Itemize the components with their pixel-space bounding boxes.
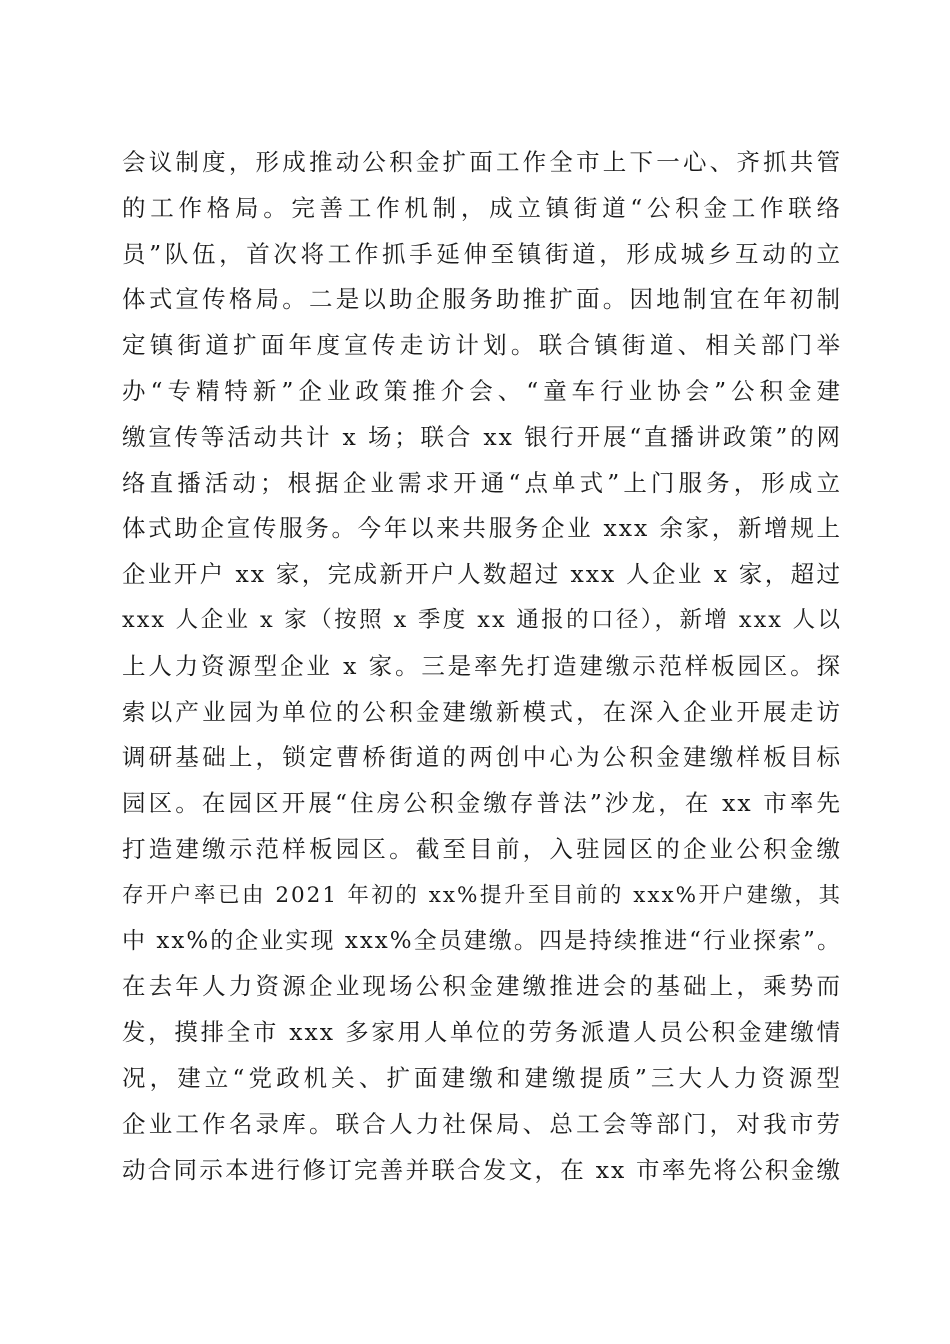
text-line-18: 中 xx%的企业实现 xxx%全员建缴。四是持续推进“行业探索”。 <box>122 927 842 954</box>
text-line-4: 体式宣传格局。二是以助企服务助推扩面。因地制宜在年初制 <box>122 285 842 314</box>
text-line-17: 存开户率已由 2021 年初的 xx%提升至目前的 xxx%开户建缴，其 <box>122 882 842 908</box>
text-line-10: 企业开户 xx 家，完成新开户人数超过 xxx 人企业 x 家，超过 <box>122 560 842 589</box>
text-line-22: 企业工作名录库。联合人力社保局、总工会等部门，对我市劳 <box>122 1109 842 1138</box>
text-line-6: 办“专精特新”企业政策推介会、“童车行业协会”公积金建 <box>122 376 842 405</box>
text-line-14: 调研基础上，锁定曹桥街道的两创中心为公积金建缴样板目标 <box>122 743 842 772</box>
text-line-8: 络直播活动；根据企业需求开通“点单式”上门服务，形成立 <box>122 468 842 497</box>
text-line-15: 园区。在园区开展“住房公积金缴存普法”沙龙，在 xx 市率先 <box>122 789 842 818</box>
text-line-9: 体式助企宣传服务。今年以来共服务企业 xxx 余家，新增规上 <box>122 514 842 543</box>
text-line-5: 定镇街道扩面年度宣传走访计划。联合镇街道、相关部门举 <box>122 331 842 360</box>
text-line-19: 在去年人力资源企业现场公积金建缴推进会的基础上，乘势而 <box>122 972 842 1001</box>
text-line-2: 的工作格局。完善工作机制，成立镇街道“公积金工作联络 <box>122 193 842 222</box>
text-line-7: 缴宣传等活动共计 x 场；联合 xx 银行开展“直播讲政策”的网 <box>122 422 842 451</box>
body-paragraph <box>122 140 842 1193</box>
text-line-3: 员”队伍，首次将工作抓手延伸至镇街道，形成城乡互动的立 <box>122 239 842 268</box>
text-line-23: 动合同示本进行修订完善并联合发文，在 xx 市率先将公积金缴 <box>122 1155 842 1184</box>
text-line-21: 况，建立“党政机关、扩面建缴和建缴提质”三大人力资源型 <box>122 1063 842 1092</box>
text-line-20: 发，摸排全市 xxx 多家用人单位的劳务派遣人员公积金建缴情 <box>122 1018 842 1047</box>
text-line-12: 上人力资源型企业 x 家。三是率先打造建缴示范样板园区。探 <box>122 651 842 680</box>
text-line-13: 索以产业园为单位的公积金建缴新模式，在深入企业开展走访 <box>122 697 842 726</box>
text-line-11: xxx 人企业 x 家（按照 x 季度 xx 通报的口径），新增 xxx 人以 <box>122 606 842 633</box>
text-line-16: 打造建缴示范样板园区。截至目前，入驻园区的企业公积金缴 <box>122 834 842 863</box>
text-line-1: 会议制度，形成推动公积金扩面工作全市上下一心、齐抓共管 <box>122 148 842 176</box>
